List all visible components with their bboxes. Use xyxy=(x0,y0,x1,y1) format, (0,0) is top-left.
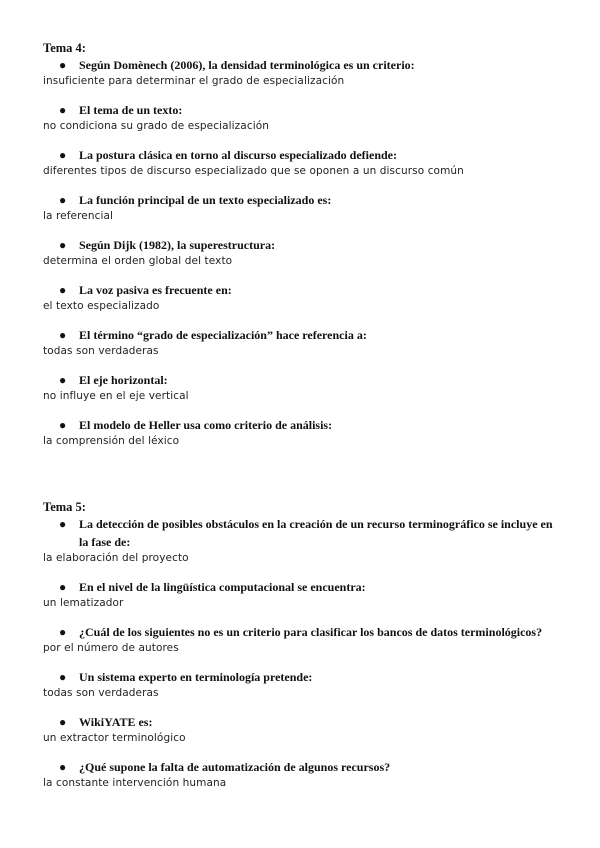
question-text: La función principal de un texto especializado es: xyxy=(79,193,332,207)
bullet-icon: ● xyxy=(59,517,67,531)
answer: diferentes tipos de discurso especializado que se oponen a un discurso común xyxy=(43,165,464,177)
qa-item xyxy=(43,515,563,566)
qa-item xyxy=(43,56,563,89)
question xyxy=(43,758,563,776)
qa-item xyxy=(43,578,563,611)
bullet-icon: ● xyxy=(59,328,67,342)
question-text: En el nivel de la lingüística computacional se encuentra: xyxy=(79,580,366,594)
qa-item xyxy=(43,236,563,269)
question xyxy=(43,371,563,389)
section-title: Tema 5: xyxy=(43,500,86,514)
question xyxy=(43,515,563,551)
answer: la referencial xyxy=(43,210,114,222)
question xyxy=(43,191,563,209)
bullet-icon: ● xyxy=(59,148,67,162)
question-text: El modelo de Heller usa como criterio de análisis: xyxy=(79,418,333,432)
qa-item xyxy=(43,146,563,179)
bullet-icon: ● xyxy=(59,193,67,207)
bullet-icon: ● xyxy=(59,760,67,774)
question-text: ¿Cuál de los siguientes no es un criterio para clasificar los bancos de datos terminológicos? xyxy=(79,625,543,639)
section-tema-4 xyxy=(43,40,563,449)
qa-item xyxy=(43,668,563,701)
question xyxy=(43,623,563,641)
qa-item xyxy=(43,101,563,134)
question-text: El término “grado de especialización” hace referencia a: xyxy=(79,328,367,342)
question xyxy=(43,101,563,119)
bullet-icon: ● xyxy=(59,418,67,432)
document-page xyxy=(43,40,563,791)
bullet-icon: ● xyxy=(59,670,67,684)
answer: la comprensión del léxico xyxy=(43,435,180,447)
question-text: Según Domènech (2006), la densidad terminológica es un criterio: xyxy=(79,58,415,72)
section-title: Tema 4: xyxy=(43,41,86,55)
answer: determina el orden global del texto xyxy=(43,255,233,267)
bullet-icon: ● xyxy=(59,625,67,639)
qa-item xyxy=(43,623,563,656)
question-text: Según Dijk (1982), la superestructura: xyxy=(79,238,276,252)
question-text: La postura clásica en torno al discurso especializado defiende: xyxy=(79,148,397,162)
answer: un extractor terminológico xyxy=(43,732,186,744)
question xyxy=(43,326,563,344)
question-text: Un sistema experto en terminología pretende: xyxy=(79,670,313,684)
qa-item xyxy=(43,191,563,224)
answer: no influye en el eje vertical xyxy=(43,390,189,402)
question xyxy=(43,56,563,74)
qa-item xyxy=(43,416,563,449)
question xyxy=(43,713,563,731)
question xyxy=(43,236,563,254)
section-tema-5 xyxy=(43,499,563,791)
question xyxy=(43,668,563,686)
question xyxy=(43,146,563,164)
bullet-icon: ● xyxy=(59,58,67,72)
bullet-icon: ● xyxy=(59,238,67,252)
answer: todas son verdaderas xyxy=(43,345,159,357)
question-text: La voz pasiva es frecuente en: xyxy=(79,283,232,297)
qa-item xyxy=(43,281,563,314)
question-text: La detección de posibles obstáculos en la creación de un recurso terminográfico se incluye en la fase de: xyxy=(79,517,553,549)
answer: por el número de autores xyxy=(43,642,179,654)
answer: insuficiente para determinar el grado de especialización xyxy=(43,75,345,87)
question-text: WikiYATE es: xyxy=(79,715,153,729)
question xyxy=(43,578,563,596)
qa-item xyxy=(43,713,563,746)
bullet-icon: ● xyxy=(59,283,67,297)
answer: la constante intervención humana xyxy=(43,777,227,789)
question xyxy=(43,281,563,299)
answer: no condiciona su grado de especialización xyxy=(43,120,269,132)
bullet-icon: ● xyxy=(59,580,67,594)
question-text: ¿Qué supone la falta de automatización de algunos recursos? xyxy=(79,760,391,774)
answer: todas son verdaderas xyxy=(43,687,159,699)
bullet-icon: ● xyxy=(59,373,67,387)
qa-item xyxy=(43,326,563,359)
question-text: El eje horizontal: xyxy=(79,373,168,387)
bullet-icon: ● xyxy=(59,103,67,117)
qa-item xyxy=(43,371,563,404)
question xyxy=(43,416,563,434)
answer: un lematizador xyxy=(43,597,124,609)
answer: el texto especializado xyxy=(43,300,160,312)
answer: la elaboración del proyecto xyxy=(43,552,189,564)
qa-item xyxy=(43,758,563,791)
bullet-icon: ● xyxy=(59,715,67,729)
question-text: El tema de un texto: xyxy=(79,103,183,117)
